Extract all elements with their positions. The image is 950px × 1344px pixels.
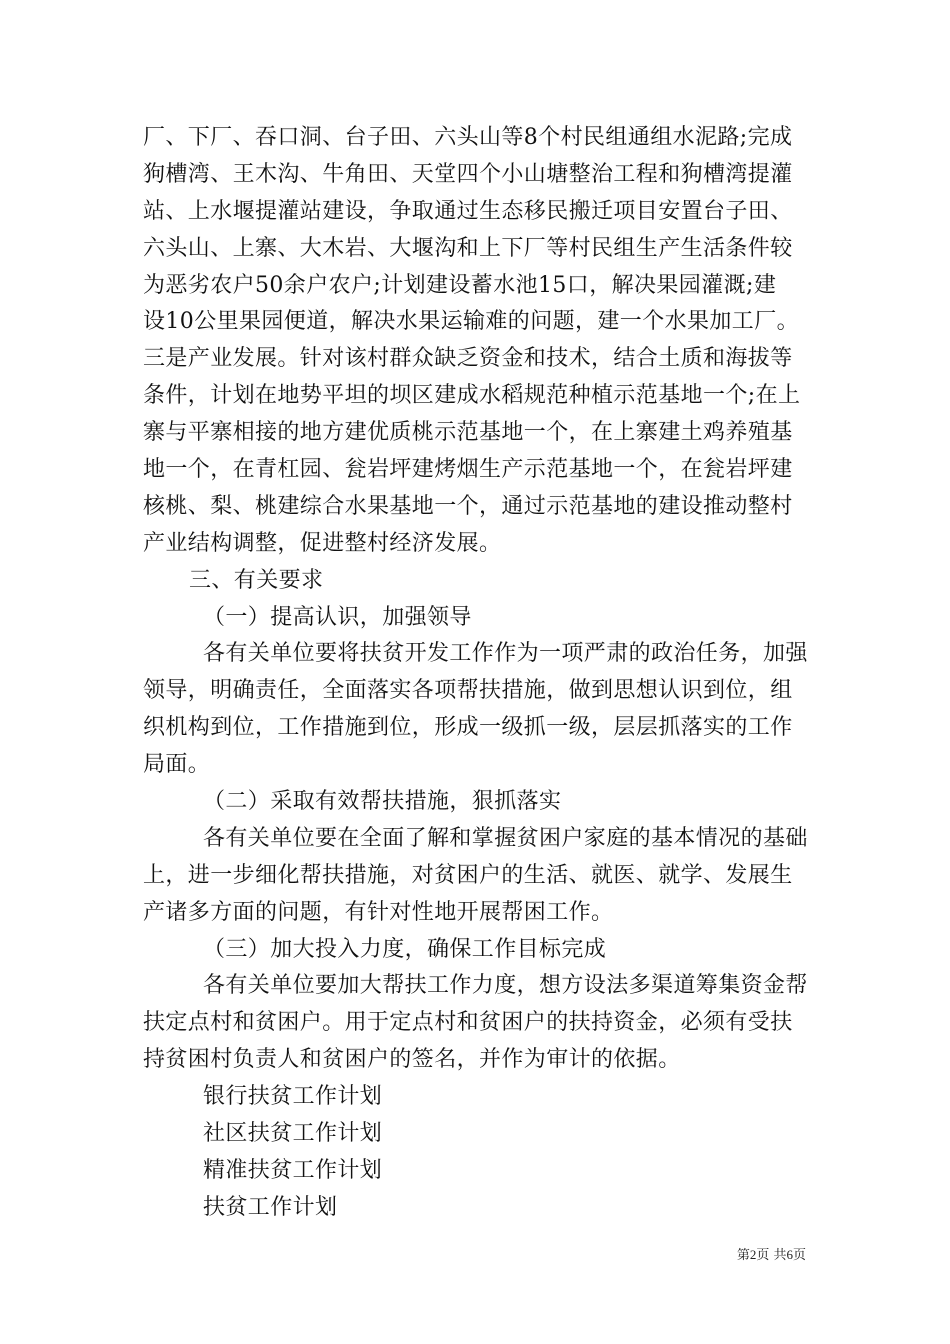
page-footer [737,1247,806,1264]
footer-suffix: 页 [792,1248,806,1263]
footer-middle: 页 共 [756,1248,787,1263]
document-body [143,120,810,1227]
text-line: 条件，计划在地势平坦的坝区建成水稻规范种植示范基地一个;在上 [143,383,801,409]
related-link-text: 扶贫工作计划 [203,1194,338,1220]
text-line: 六头山、上寨、大木岩、大堰沟和上下厂等村民组生产生活条件较 [143,235,793,261]
text-line: 各有关单位要将扶贫开发工作作为一项严肃的政治任务，加强 [203,641,808,667]
text-line: 扶定点村和贫困户。用于定点村和贫困户的扶持资金，必须有受扶 [143,1010,793,1036]
subsection-heading: （二）采取有效帮扶措施，狠抓落实 [203,789,562,815]
subsection-heading: （一）提高认识，加强领导 [203,604,472,630]
text-line: 上，进一步细化帮扶措施，对贫困户的生活、就医、就学、发展生 [143,862,793,888]
text-line: 各有关单位要在全面了解和掌握贫困户家庭的基本情况的基础 [203,825,808,851]
total-pages-number: 6 [786,1247,793,1262]
text-line: 各有关单位要加大帮扶工作力度，想方设法多渠道筹集资金帮 [203,973,808,999]
text-line: 狗槽湾、王木沟、牛角田、天堂四个小山塘整治工程和狗槽湾提灌 [143,161,793,187]
related-link-text: 精准扶贫工作计划 [203,1157,383,1183]
text-line: 持贫困村负责人和贫困户的签名，并作为审计的依据。 [143,1047,681,1073]
text-line: 寨与平寨相接的地方建优质桃示范基地一个，在上寨建土鸡养殖基 [143,420,793,446]
text-line: 三是产业发展。针对该村群众缺乏资金和技术，结合土质和海拔等 [143,346,793,372]
footer-prefix: 第 [736,1248,750,1263]
text-line: 局面。 [143,752,211,778]
text-line: 地一个，在青杠园、瓮岩坪建烤烟生产示范基地一个，在瓮岩坪建 [143,457,793,483]
text-line: 领导，明确责任，全面落实各项帮扶措施，做到思想认识到位，组 [143,678,793,704]
related-link-text: 社区扶贫工作计划 [203,1121,383,1147]
text-line: 厂、下厂、吞口洞、台子田、六头山等8个村民组通组水泥路;完成 [143,125,793,150]
section-heading: 三、有关要求 [189,567,324,593]
text-line: 站、上水堰提灌站建设，争取通过生态移民搬迁项目安置台子田、 [143,198,793,224]
current-page-number: 2 [749,1247,757,1262]
text-line: 织机构到位，工作措施到位，形成一级抓一级，层层抓落实的工作 [143,715,793,741]
subsection-heading: （三）加大投入力度，确保工作目标完成 [203,936,607,962]
text-line: 产业结构调整，促进整村经济发展。 [143,530,502,556]
text-line: 为恶劣农户50余户农户;计划建设蓄水池15口，解决果园灌溉;建 [143,272,777,298]
text-line: 设10公里果园便道，解决水果运输难的问题，建一个水果加工厂。 [143,309,799,335]
text-line: 核桃、梨、桃建综合水果基地一个，通过示范基地的建设推动整村 [143,493,793,519]
text-line: 产诸多方面的问题，有针对性地开展帮困工作。 [143,899,614,925]
related-link-text: 银行扶贫工作计划 [203,1084,383,1110]
